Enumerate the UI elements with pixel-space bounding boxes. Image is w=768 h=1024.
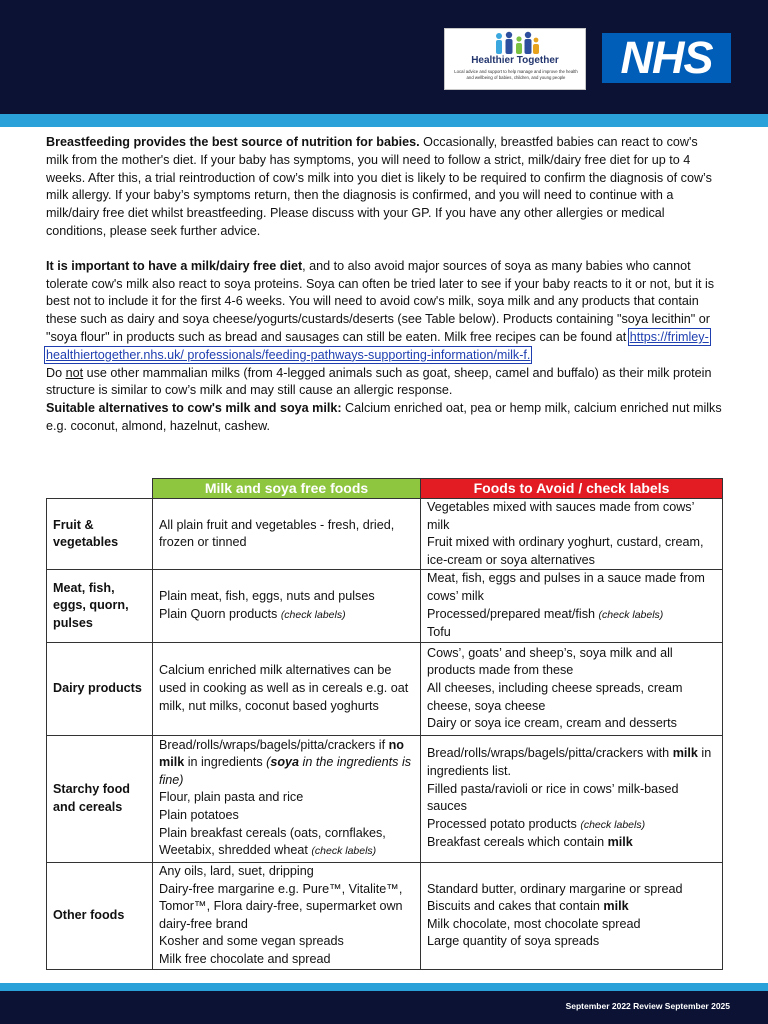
free-cell xyxy=(153,862,421,969)
check-labels-note: (check labels) xyxy=(598,608,664,621)
milk-emphasis: milk xyxy=(603,899,629,914)
avoid-cell xyxy=(421,862,723,969)
free-item: Milk free chocolate and spread xyxy=(159,951,331,966)
category-cell: Dairy products xyxy=(47,642,153,735)
free-item: Calcium enriched milk alternatives can be used in cooking as well as in cereals e.g. oat milk, nut milks, coconut based yoghurts xyxy=(159,663,409,713)
avoid-item: All cheeses, including cheese spreads, cream cheese, soya cheese xyxy=(427,680,683,713)
column-header-free: Milk and soya free foods xyxy=(153,479,421,499)
table-row xyxy=(47,862,723,969)
table-corner xyxy=(47,479,153,499)
avoid-cell xyxy=(421,735,723,862)
avoid-item xyxy=(427,606,716,625)
dairy-free-text: , and to also avoid major sources of soya as many babies who cannot tolerate cow's milk also react to soya proteins. Soya can often be tried later to see if your baby reacts to it or not, but it is best not to include it for the first 4-6 weeks. You will need to avoid cow's milk, soya milk and any products that contain these such as dairy and soya cheese/yogurts/custards/deserts (see Table below). Products containing "soya lecithin" or "soya flour" in products such as bread and sausages can still be eaten. Milk free recipes can be found at xyxy=(46,258,715,344)
free-item: Kosher and some vegan spreads xyxy=(159,934,344,949)
avoid-item-text: in ingredients list. xyxy=(427,746,712,779)
logo-name: Healthier Together xyxy=(471,55,559,66)
free-cell xyxy=(153,570,421,642)
free-cell xyxy=(153,642,421,735)
avoid-item: Dairy or soya ice cream, cream and desserts xyxy=(427,716,677,731)
free-item xyxy=(159,737,414,790)
table-header-row xyxy=(47,479,723,499)
soya-note: in the ingredients is fine) xyxy=(159,755,412,787)
avoid-item xyxy=(427,745,716,780)
free-item: Dairy-free margarine e.g. Pure™, Vitalite™, Tomor™, Flora dairy-free, supermarket own dairy-free brand xyxy=(159,881,403,931)
avoid-cell xyxy=(421,570,723,642)
avoid-item-text: Processed potato products xyxy=(427,816,581,831)
avoid-item xyxy=(427,834,716,852)
avoid-item: Large quantity of soya spreads xyxy=(427,934,600,949)
category-cell: Meat, fish, eggs, quorn, pulses xyxy=(47,570,153,642)
alternatives-text: Calcium enriched oat, pea or hemp milk, calcium enriched nut milks e.g. coconut, almond, hazelnut, cashew. xyxy=(46,401,722,433)
avoid-item-text: Processed/prepared meat/fish xyxy=(427,606,599,621)
check-labels-note: (check labels) xyxy=(280,608,346,621)
paragraph-mammalian-milks xyxy=(46,365,722,401)
free-item xyxy=(159,606,414,625)
avoid-item: Meat, fish, eggs and pulses in a sauce made from cows’ milk xyxy=(427,571,705,603)
food-table xyxy=(46,478,723,970)
free-item-text: in ingredients xyxy=(184,755,267,770)
column-header-avoid: Foods to Avoid / check labels xyxy=(421,479,723,499)
logo-tagline: Local advice and support to help manage and improve the health and wellbeing of babies, children, and young people xyxy=(454,69,578,80)
avoid-item: Fruit mixed with ordinary yoghurt, custard, cream, ice-cream or soya alternatives xyxy=(427,535,704,567)
intro-text xyxy=(46,134,722,436)
avoid-item-text: Biscuits and cakes that contain xyxy=(427,899,604,914)
table-row xyxy=(47,499,723,570)
recipes-link[interactable]: https://frimley-healthiertogether.nhs.uk/ professionals/feeding-pathways-supporting-information/milk-f. xyxy=(46,329,709,362)
mammalian-milks-text: use other mammalian milks (from 4-legged animals such as goat, sheep, camel and buffalo) as their milk protein structure is similar to cow’s milk and may still cause an allergic response. xyxy=(46,365,712,398)
free-item: Any oils, lard, suet, dripping xyxy=(159,863,314,878)
breastfeeding-text: Occasionally, breastfed babies can react to cow's milk from the mother's diet. If your baby has symptoms, you will need to follow a strict, milk/dairy free diet for up to 4 weeks. After this, a trial reintroduction of cow’s milk into you diet is likely to be required to confirm the diagnosis of cow’s milk allergy. If your baby’s symptoms return, then the diagnosis is confirmed, and you will need to continue with a milk/dairy free diet whilst breastfeeding. Please discuss with your GP. If you have any other allergies or medical conditions, please seek further advice. xyxy=(46,135,712,238)
free-item: Plain meat, fish, eggs, nuts and pulses xyxy=(159,588,375,603)
page-footer xyxy=(0,991,768,1024)
milk-emphasis: milk xyxy=(672,746,698,761)
avoid-item xyxy=(427,816,716,835)
soya-note-open: ( xyxy=(266,755,271,770)
footer-stripe xyxy=(0,983,768,991)
review-date: September 2022 Review September 2025 xyxy=(565,1001,730,1011)
avoid-item: Cows’, goats’ and sheep’s, soya milk and all products made from these xyxy=(427,645,673,678)
avoid-item: Milk chocolate, most chocolate spread xyxy=(427,916,641,931)
free-item: Flour, plain pasta and rice xyxy=(159,790,304,805)
avoid-item xyxy=(427,898,716,916)
avoid-cell xyxy=(421,642,723,735)
paragraph-breastfeeding xyxy=(46,134,722,241)
healthier-together-logo[interactable] xyxy=(444,28,586,90)
free-item-text: Bread/rolls/wraps/bagels/pitta/crackers if xyxy=(159,737,389,752)
milk-emphasis: milk xyxy=(607,835,633,850)
nhs-logo[interactable]: NHS xyxy=(602,33,731,83)
breastfeeding-heading: Breastfeeding provides the best source of nutrition for babies. xyxy=(46,135,420,149)
free-item xyxy=(159,825,414,861)
avoid-item-text: Bread/rolls/wraps/bagels/pitta/crackers with xyxy=(427,746,673,761)
avoid-cell xyxy=(421,499,723,570)
avoid-item: Tofu xyxy=(427,625,451,640)
category-cell: Fruit & vegetables xyxy=(47,499,153,570)
table-row xyxy=(47,570,723,642)
check-labels-note: (check labels) xyxy=(311,845,377,858)
alternatives-heading: Suitable alternatives to cow's milk and soya milk: xyxy=(46,401,342,416)
paragraph-alternatives xyxy=(46,400,722,436)
avoid-item: Vegetables mixed with sauces made from cows’ milk xyxy=(427,500,694,532)
check-labels-note: (check labels) xyxy=(580,818,646,831)
category-cell: Other foods xyxy=(47,862,153,969)
no-milk-emphasis: no milk xyxy=(159,737,404,770)
avoid-item: Standard butter, ordinary margarine or spread xyxy=(427,881,683,896)
header-stripe xyxy=(0,114,768,127)
table-row xyxy=(47,642,723,735)
category-cell: Starchy food and cereals xyxy=(47,735,153,862)
free-cell xyxy=(153,735,421,862)
not-emphasis: not xyxy=(65,365,84,380)
avoid-item: Filled pasta/ravioli or rice in cows’ milk-based sauces xyxy=(427,781,679,814)
avoid-item-text: Breakfast cereals which contain xyxy=(427,835,608,850)
free-item-text: Plain Quorn products xyxy=(159,606,281,621)
free-item: Plain potatoes xyxy=(159,808,239,823)
soya-emphasis: soya xyxy=(270,755,300,770)
do-text: Do xyxy=(46,365,66,380)
family-figures-icon xyxy=(493,31,541,55)
free-cell xyxy=(153,499,421,570)
free-item: All plain fruit and vegetables - fresh, dried, frozen or tinned xyxy=(159,517,395,550)
table-row xyxy=(47,735,723,862)
free-item-text: Plain breakfast cereals (oats, cornflakes, Weetabix, shredded wheat xyxy=(159,825,386,858)
paragraph-dairy-free xyxy=(46,258,722,365)
page-header xyxy=(0,0,768,114)
dairy-free-heading: It is important to have a milk/dairy free diet xyxy=(46,258,303,273)
